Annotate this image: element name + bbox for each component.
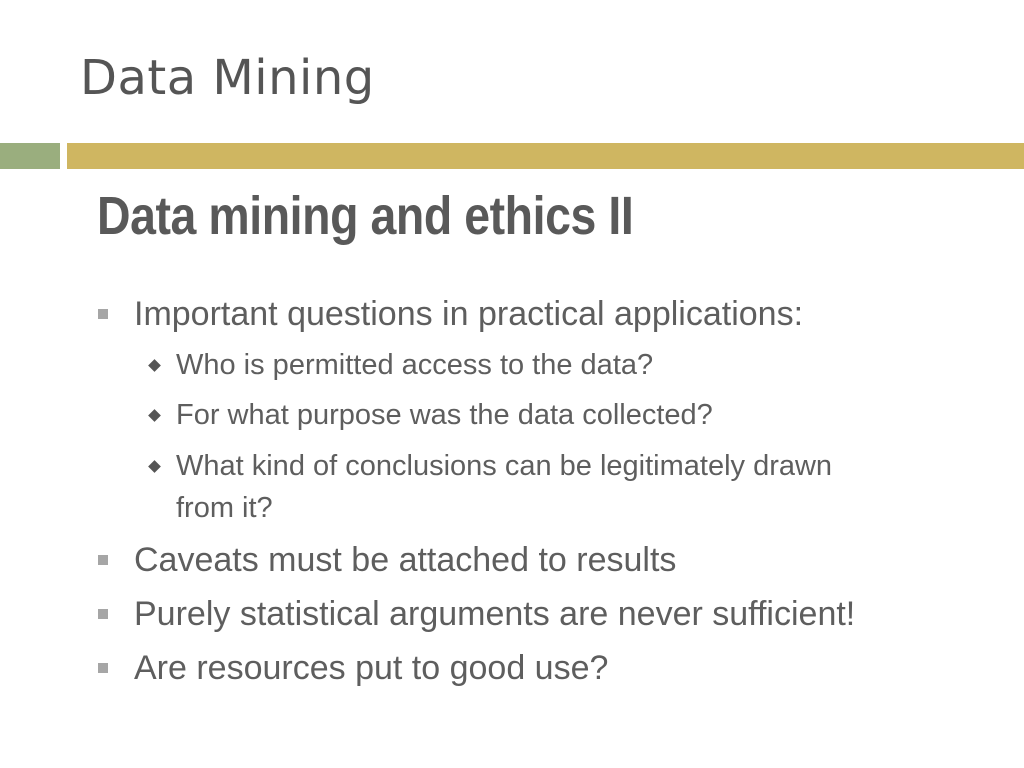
square-bullet-icon xyxy=(98,663,108,673)
sub-bullet-text-continuation: from it? xyxy=(176,492,273,524)
bullet-text: Are resources put to good use? xyxy=(134,649,609,687)
sub-bullet-text: Who is permitted access to the data? xyxy=(176,349,654,381)
square-bullet-icon xyxy=(98,609,108,619)
bullet-text: Important questions in practical applications: xyxy=(134,295,804,333)
bullet-text: Purely statistical arguments are never sufficient! xyxy=(134,595,856,633)
accent-bar-green xyxy=(0,143,60,169)
sub-bullet-text: What kind of conclusions can be legitimately drawn xyxy=(176,450,833,482)
square-bullet-icon xyxy=(98,309,108,319)
header-title: Data Mining xyxy=(80,50,375,106)
sub-bullet-text: For what purpose was the data collected? xyxy=(176,399,713,431)
diamond-bullet-icon xyxy=(148,359,161,372)
diamond-bullet-icon xyxy=(148,460,161,473)
square-bullet-icon xyxy=(98,555,108,565)
accent-bar-gold xyxy=(67,143,1024,169)
slide-title: Data mining and ethics II xyxy=(97,186,634,246)
diamond-bullet-icon xyxy=(148,409,161,422)
bullet-text: Caveats must be attached to results xyxy=(134,541,677,579)
